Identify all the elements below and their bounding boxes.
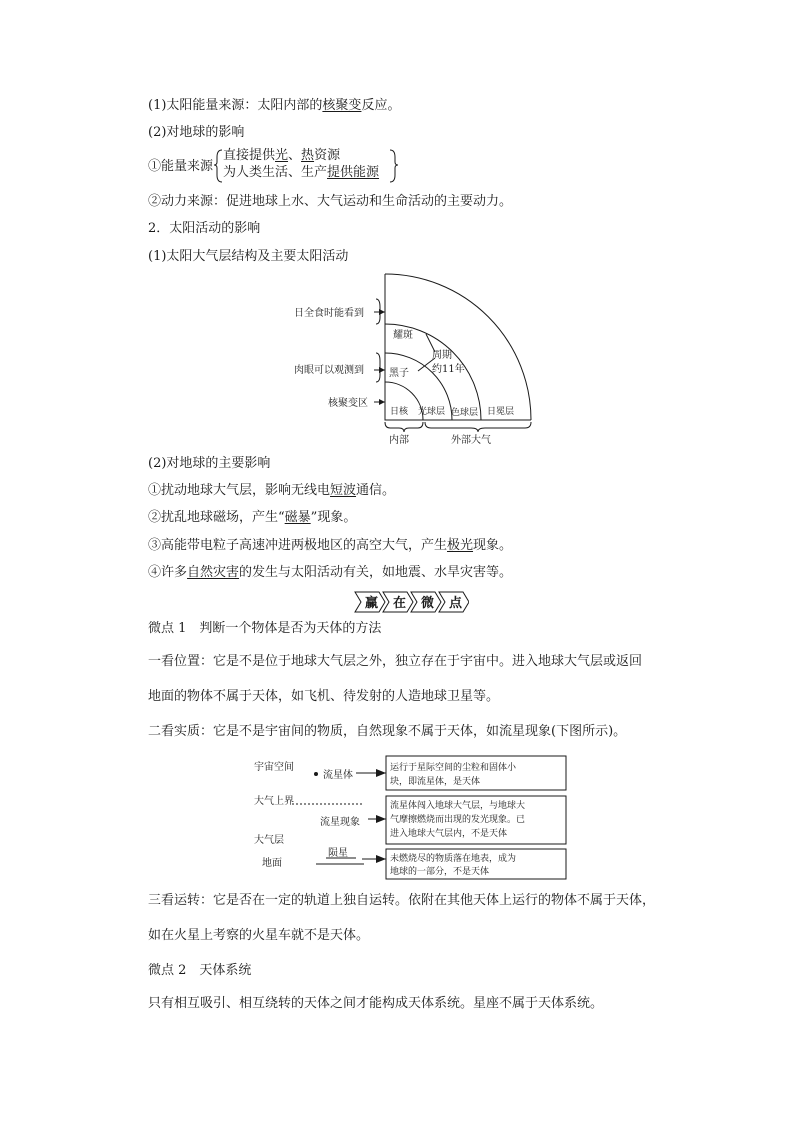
box-meteorite-text-2: 地球的一部分，不是天体: [390, 867, 490, 877]
eclipse-label: 日全食时能看到: [294, 308, 364, 319]
banner-char-3: 微: [421, 596, 435, 611]
impact-item-4: ④许多自然灾害的发生与太阳活动有关，如地震、水旱灾害等。: [148, 565, 513, 580]
outer-label: 外部大气: [451, 435, 491, 446]
point-1-nature: 二看实质：它是不是宇宙间的物质，自然现象不属于天体，如流星现象(下图所示)。: [148, 724, 627, 739]
solar-activity-heading: 2．太阳活动的影响: [148, 221, 261, 236]
chromosphere-label: 色球层: [451, 408, 479, 418]
sun-structure-diagram: [290, 272, 540, 448]
power-source-line: ②动力来源：促进地球上水、大气运动和生命活动的主要动力。: [148, 194, 513, 209]
point-1-position-b: 地面的物体不属于天体，如飞机、待发射的人造地球卫星等。: [148, 689, 500, 704]
point-1-position-a: 一看位置：它是不是位于地球大气层之外，独立存在于宇宙中。进入地球大气层或返回: [148, 654, 643, 669]
impact-item-1: ①扰动地球大气层，影响无线电短波通信。: [148, 483, 396, 498]
banner-char-1: 赢: [365, 596, 379, 611]
impact-item-2: ②扰乱地球磁场，产生“磁暴”现象。: [148, 510, 357, 525]
fusion-arrow: [379, 399, 385, 405]
meteoroid-label: 流星体: [323, 770, 353, 781]
atmosphere-top-label: 大气上界: [254, 796, 294, 807]
brace-marks: [214, 148, 398, 184]
flare-label: 耀斑: [393, 330, 413, 341]
banner-char-2: 在: [393, 596, 407, 611]
meteorite-label: 陨星: [328, 848, 348, 859]
energy-source-line: (1)太阳能量来源：太阳内部的核聚变反应。: [148, 98, 401, 113]
section-banner: [353, 589, 469, 615]
diagram-axes: [385, 274, 531, 420]
point-1-heading: 微点 1 判断一个物体是否为天体的方法: [148, 621, 382, 636]
solar-structure-heading: (1)太阳大气层结构及主要太阳活动: [148, 249, 349, 264]
box-meteor-text-1: 流星体闯入地球大气层，与地球大: [390, 801, 526, 811]
corona-label: 日冕层: [487, 407, 515, 417]
box-meteoroid-text-2: 块，即流星体，是天体: [390, 777, 481, 787]
period-label: 周期: [432, 350, 452, 361]
energy-source-branch-1: 直接提供光、热资源: [223, 148, 341, 163]
sunspot-label: 黑子: [389, 368, 409, 379]
banner-char-4: 点: [449, 596, 463, 611]
meteor-diagram: [252, 752, 572, 880]
core-label: 日核: [390, 407, 409, 417]
right-brace: [390, 150, 398, 182]
energy-source-label: ①能量来源: [148, 159, 214, 174]
impact-heading: (2)对地球的影响: [148, 125, 245, 140]
energy-source-branch-2: 为人类生活、生产提供能源: [223, 165, 380, 180]
period-value: 约11年: [432, 364, 465, 375]
ground-label: 地面: [262, 858, 282, 869]
meteor-label: 流星现象: [320, 817, 360, 828]
fusion-label: 核聚变区: [328, 398, 368, 409]
space-label: 宇宙空间: [254, 762, 294, 773]
photosphere-label: 光球层: [418, 407, 446, 417]
outer-brace: [425, 422, 531, 432]
impact-item-3: ③高能带电粒子高速冲进两极地区的高空大气，产生极光现象。: [148, 538, 513, 553]
corona-arc: [385, 274, 531, 420]
fusion-blank: 核聚变: [322, 98, 362, 113]
box-meteorite-text-1: 未燃烧尽的物质落在地表，成为: [390, 854, 517, 864]
arrow-head-1: [376, 769, 386, 777]
inner-label: 内部: [389, 435, 409, 446]
earth-impact-heading: (2)对地球的主要影响: [148, 456, 271, 471]
box-meteor-text-2: 气摩擦燃烧而出现的发光现象。已: [390, 815, 526, 825]
point-1-orbit-b: 如在火星上考察的火星车就不是天体。: [148, 928, 370, 943]
naked-eye-arrow: [379, 367, 385, 373]
box-meteor-text-3: 进入地球大气层内，不是天体: [390, 829, 508, 839]
box-meteoroid-text-1: 运行于星际空间的尘粒和固体小: [390, 763, 517, 773]
arrow-head-3: [376, 855, 386, 863]
left-brace: [214, 150, 222, 182]
point-2-body: 只有相互吸引、相互绕转的天体之间才能构成天体系统。星座不属于天体系统。: [148, 996, 604, 1011]
point-2-heading: 微点 2 天体系统: [148, 963, 252, 978]
point-1-orbit-a: 三看运转：它是否在一定的轨道上独自运转。依附在其他天体上运行的物体不属于天体，: [148, 893, 656, 908]
inner-brace: [385, 422, 423, 432]
eclipse-arrow: [379, 309, 385, 315]
atmosphere-label: 大气层: [254, 835, 284, 846]
naked-eye-label: 肉眼可以观测到: [294, 365, 364, 376]
arrow-head-2: [376, 815, 386, 823]
meteoroid-dot: [314, 772, 318, 776]
